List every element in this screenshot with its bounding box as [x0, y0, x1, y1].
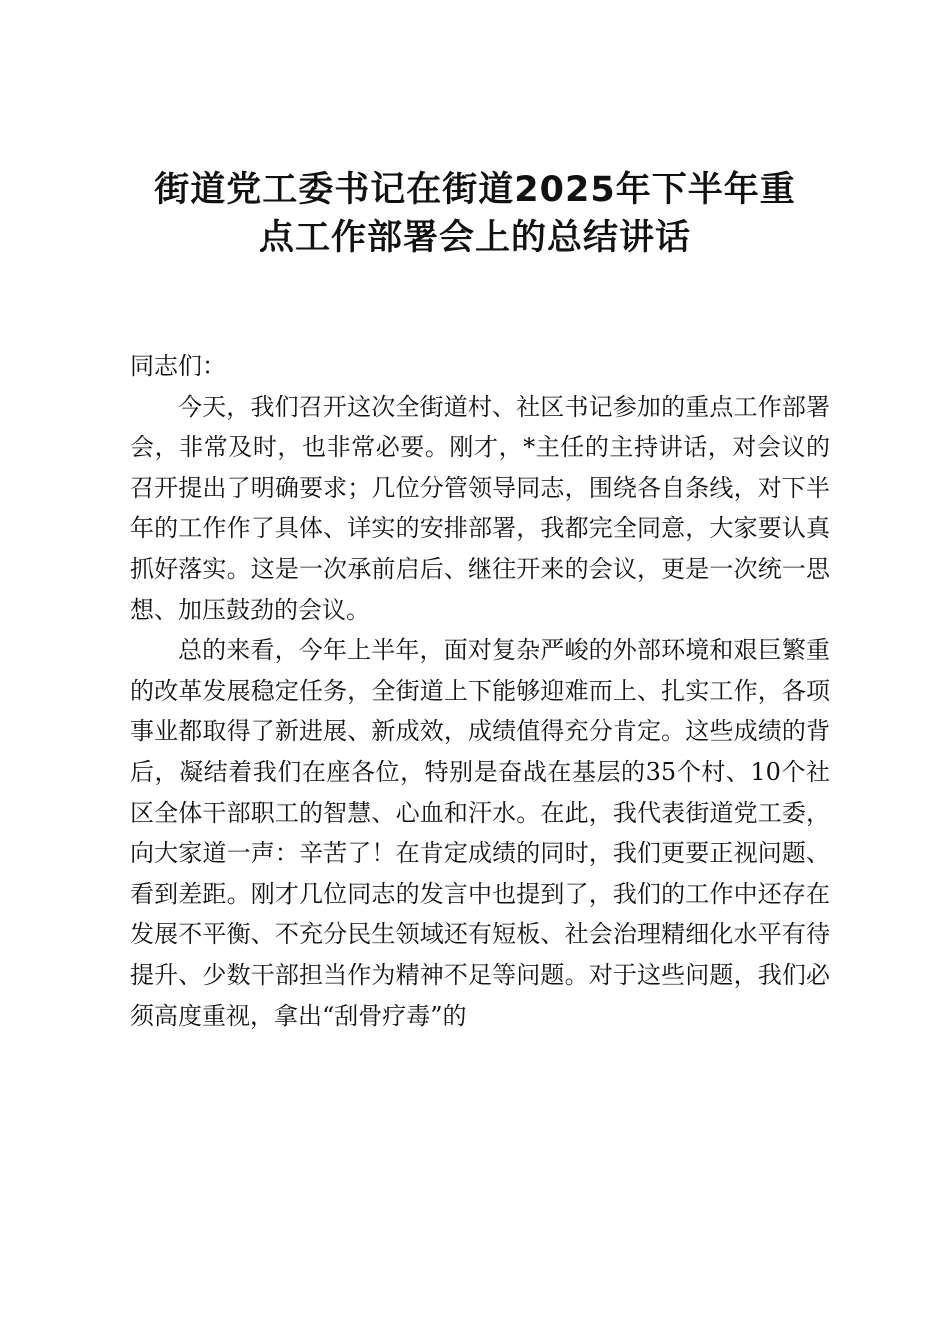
document-body: [130, 346, 830, 1036]
salutation: 同志们：: [130, 352, 226, 380]
paragraph-opening: 今天，我们召开这次全街道村、社区书记参加的重点工作部署会，非常及时，也非常必要。刚才，*主任的主持讲话，对会议的召开提出了明确要求；几位分管领导同志，围绕各自条线，对下半年的工作作了具体、详实的安排部署，我都完全同意，大家要认真抓好落实。这是一次承前启后、继往开来的会议，更是一次统一思想、加压鼓劲的会议。: [130, 392, 830, 624]
title-line-1: 街道党工委书记在街道2025年下半年重: [154, 170, 796, 210]
title-line-2: 点工作部署会上的总结讲话: [258, 218, 691, 258]
paragraph-summary: 总的来看，今年上半年，面对复杂严峻的外部环境和艰巨繁重的改革发展稳定任务，全街道上下能够迎难而上、扎实工作，各项事业都取得了新进展、新成效，成绩值得充分肯定。这些成绩的背后，凝结着我们在座各位，特别是奋战在基层的35个村、10个社区全体干部职工的智慧、心血和汗水。在此，我代表街道党工委，向大家道一声：辛苦了！在肯定成绩的同时，我们更要正视问题、看到差距。刚才几位同志的发言中也提到了，我们的工作中还存在发展不平衡、不充分民生领域还有短板、社会治理精细化水平有待提升、少数干部担当作为精神不足等问题。对于这些问题，我们必须高度重视，拿出“刮骨疗毒”的: [130, 636, 830, 1030]
document-title: [100, 166, 850, 262]
